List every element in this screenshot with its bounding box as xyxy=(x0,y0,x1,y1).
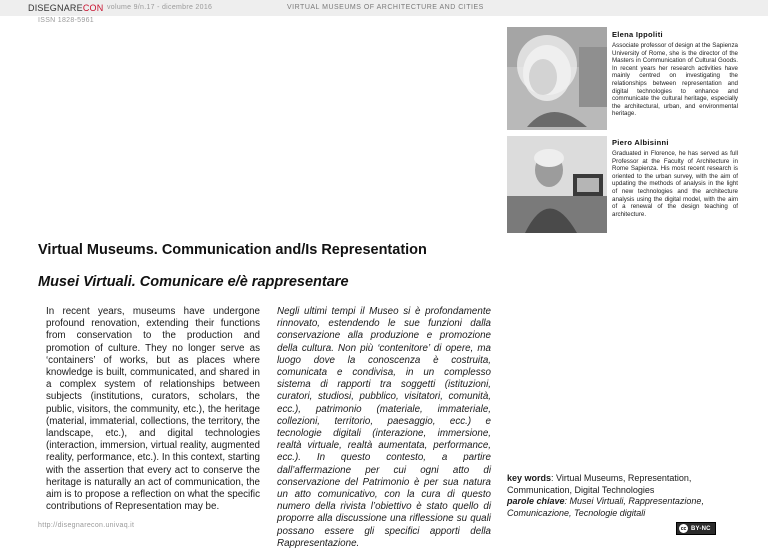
keywords-text: : Virtual Museums, Representation, Communication, Digital Technologies xyxy=(507,473,692,495)
keywords-italian xyxy=(507,496,738,519)
issn: ISSN 1828-5961 xyxy=(38,17,94,24)
creative-commons-license-badge xyxy=(676,522,716,535)
author-portrait-piero-albisinni-icon xyxy=(507,136,607,233)
license-label: BY-NC xyxy=(691,525,711,532)
article-title-italian: Musei Virtuali. Comunicare e/è rappresentare xyxy=(38,274,349,290)
brand-part-2: CON xyxy=(82,3,104,13)
footer-url[interactable]: http://disegnarecon.univaq.it xyxy=(38,522,135,529)
journal-brand xyxy=(28,3,103,13)
author-1-bio: Associate professor of design at the Sapienza University of Rome, she is the director of the Masters in Communication of Cultural Goods. In recent years her research activities have mainly centred on investigating the relationships between representation and digital technologies to enhance and communicate the cultural heritage, especially the architectural, urban, and environmental heritage. xyxy=(612,42,738,118)
running-title: VIRTUAL MUSEUMS OF ARCHITECTURE AND CITIES xyxy=(287,4,484,11)
author-2-bio: Graduated in Florence, he has served as full Professor at the Faculty of Architecture in Rome Sapienza. His most recent research is oriented to the urban survey, with the aim of updating the methods of analysis in the light of new technologies and the architecture analysis using the digital model, with the aim of a renewal of the design teaching of architecture. xyxy=(612,150,738,218)
abstract-english: In recent years, museums have undergone profound renovation, extending their functions from conservation to the production and promotion of culture. They no longer serve as ‘containers’ of works, but as places where knowledge is built, communicated, and shared in a complex system of relationships between subjects (institutions, curators, scholars, the public, visitors, the community, etc.), the heritage (material, immaterial, collections, the territory, the landscape, etc.), and digital technologies (interaction, immersion, virtual reality, augmented reality, performance, etc.). In this context, starting with the assertion that every act to conserve the heritage is naturally an act of communication, the aim is to propose a reflection on what the specific contributions of Representation may be. xyxy=(46,306,261,513)
author-2 xyxy=(612,138,738,218)
article-title-english: Virtual Museums. Communication and/Is Representation xyxy=(38,242,427,258)
brand-part-1: DISEGNARE xyxy=(28,3,83,13)
creative-commons-icon: cc xyxy=(680,525,687,532)
keywords-label: key words xyxy=(507,473,552,483)
abstract-italian: Negli ultimi tempi il Museo si è profondamente rinnovato, estendendo le sue funzioni dalla conservazione alla produzione e promozione della cultura. Non più ‘contenitore’ di opere, ma luogo dove la conoscenza è costruita, comunicata e condivisa, in un complesso sistema di rapporti tra soggetti (istituzioni, curatori, studiosi, pubblico, visitatori, comunità, ecc.), patrimonio (materiale, immateriale, collezioni, territorio, paesaggio, ecc.) e tecnologie digitali (interazione, immersione, realtà virtuale, realtà aumentata, performance, ecc.). In questo contesto, a partire dall’affermazione per cui ogni atto di conservazione del Patrimonio è per sua natura un atto comunicativo, con la cura di questo numero della rivista l’obiettivo è stato quello di proporre alla discussione una riflessione su quali possano essere gli specifici apporti della Rappresentazione. xyxy=(277,306,491,549)
keywords-english xyxy=(507,473,738,496)
author-portrait-elena-ippoliti-icon xyxy=(507,27,607,130)
parole-chiave-text: : Musei Virtuali, Rappresentazione, Comunicazione, Tecnologie digitali xyxy=(507,496,704,518)
author-1 xyxy=(612,30,738,118)
author-1-name: Elena Ippoliti xyxy=(612,30,663,39)
author-2-name: Piero Albisinni xyxy=(612,138,669,147)
parole-chiave-label: parole chiave xyxy=(507,496,565,506)
volume-info: volume 9/n.17 - dicembre 2016 xyxy=(107,4,213,11)
